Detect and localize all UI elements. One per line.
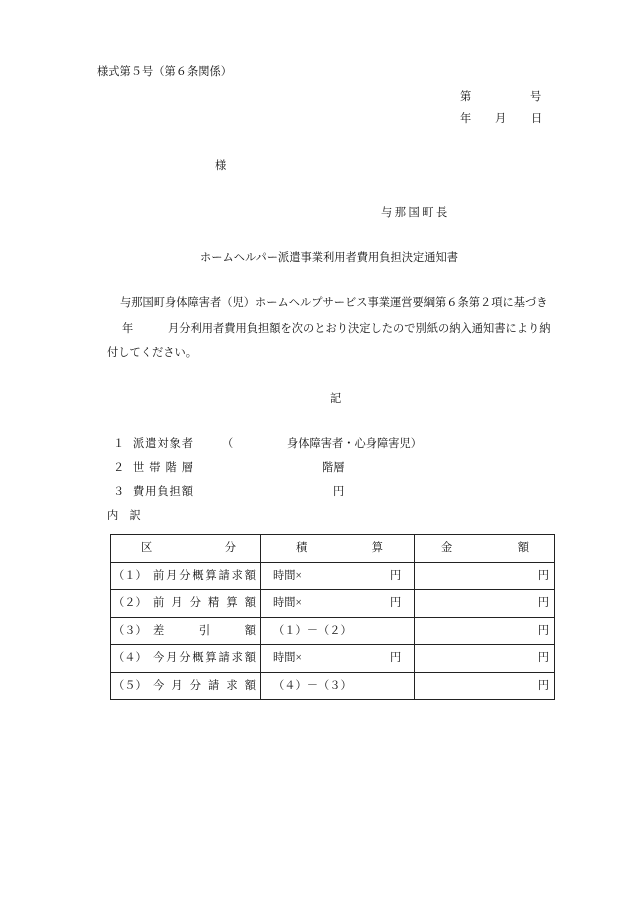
row-amount-unit: 円: [537, 569, 549, 582]
row-category: 今 月 分 請 求 額: [153, 679, 256, 692]
header-category: [111, 535, 261, 563]
form-number-label: 様式第５号（第６条関係）: [97, 66, 233, 78]
item-label-dispatch-target: 派遣対象者: [133, 438, 193, 450]
table-row: [111, 562, 555, 590]
category-cell: [111, 672, 261, 700]
body-line-2-year: 年: [122, 323, 134, 335]
row-number: （２）: [113, 597, 147, 610]
row-amount-unit: 円: [537, 652, 549, 665]
breakdown-label: 内 訳: [107, 510, 141, 522]
document-title: ホームヘルパー派遣事業利用者費用負担決定通知書: [200, 252, 458, 264]
table-row: [111, 617, 555, 645]
row-number: （１）: [113, 569, 147, 582]
category-cell: [111, 562, 261, 590]
item-number: １: [113, 438, 125, 450]
amount-cell: [415, 617, 555, 645]
row-calc: 時間×: [273, 569, 302, 582]
issuer-name: 与那国町長: [381, 207, 450, 219]
document-number-suffix: 号: [530, 91, 542, 103]
header-char: 額: [517, 542, 529, 555]
table-header-row: [111, 535, 555, 563]
category-cell: [111, 645, 261, 673]
date-year-label: 年: [460, 113, 472, 125]
category-cell: [111, 590, 261, 618]
row-category: 前 月 分 精 算 額: [153, 597, 256, 610]
breakdown-table: [110, 534, 555, 700]
category-cell: [111, 617, 261, 645]
row-category: 今月分概算請求額: [153, 652, 256, 665]
item-paren-open: （: [222, 438, 234, 450]
amount-cell: [415, 562, 555, 590]
row-category: 前月分概算請求額: [153, 569, 256, 582]
item-value-disability-type: 身体障害者・心身障害児）: [287, 438, 423, 450]
row-calc: 時間×: [273, 597, 302, 610]
item-value-yen-unit: 円: [333, 486, 345, 498]
header-char: 算: [371, 542, 383, 555]
document-number-prefix: 第: [460, 91, 472, 103]
body-line-3: 付してください。: [107, 347, 198, 359]
header-char: 金: [441, 542, 453, 555]
table-row: [111, 590, 555, 618]
body-line-2: 月分利用者費用負担額を次のとおり決定したので別紙の納入通知書により納: [168, 323, 551, 335]
item-value-tier-unit: 階層: [322, 462, 345, 474]
calc-cell: [261, 645, 415, 673]
date-month-label: 月: [495, 113, 507, 125]
row-number: （４）: [113, 652, 147, 665]
header-char: 分: [224, 542, 236, 555]
row-number: （３）: [113, 624, 147, 637]
item-number: ２: [113, 462, 125, 474]
item-number: ３: [113, 486, 125, 498]
addressee-honorific: 様: [215, 160, 227, 172]
header-char: 積: [296, 542, 308, 555]
body-line-1: 与那国町身体障害者（児）ホームヘルプサービス事業運営要綱第６条第２項に基づき: [120, 297, 548, 309]
row-calc: （４）－（３）: [273, 679, 352, 692]
calc-cell: [261, 617, 415, 645]
row-calc: 時間×: [273, 652, 302, 665]
item-label-cost-burden: 費用負担額: [133, 486, 193, 498]
row-amount-unit: 円: [537, 597, 549, 610]
calc-cell: [261, 590, 415, 618]
row-amount-unit: 円: [537, 679, 549, 692]
calc-cell: [261, 672, 415, 700]
calc-cell: [261, 562, 415, 590]
amount-cell: [415, 590, 555, 618]
row-calc: （１）－（２）: [273, 624, 352, 637]
row-number: （５）: [113, 679, 147, 692]
row-amount-unit: 円: [537, 624, 549, 637]
row-calc-unit: 円: [390, 652, 402, 665]
ki-heading: 記: [330, 393, 342, 405]
table-row: [111, 672, 555, 700]
header-calculation: [261, 535, 415, 563]
row-calc-unit: 円: [390, 597, 402, 610]
amount-cell: [415, 672, 555, 700]
date-day-label: 日: [531, 113, 543, 125]
row-calc-unit: 円: [390, 569, 402, 582]
table-row: [111, 645, 555, 673]
header-amount: [415, 535, 555, 563]
row-category: 差 引 額: [153, 624, 256, 637]
header-char: 区: [141, 542, 153, 555]
amount-cell: [415, 645, 555, 673]
item-label-household-tier: 世 帯 階 層: [133, 462, 193, 474]
